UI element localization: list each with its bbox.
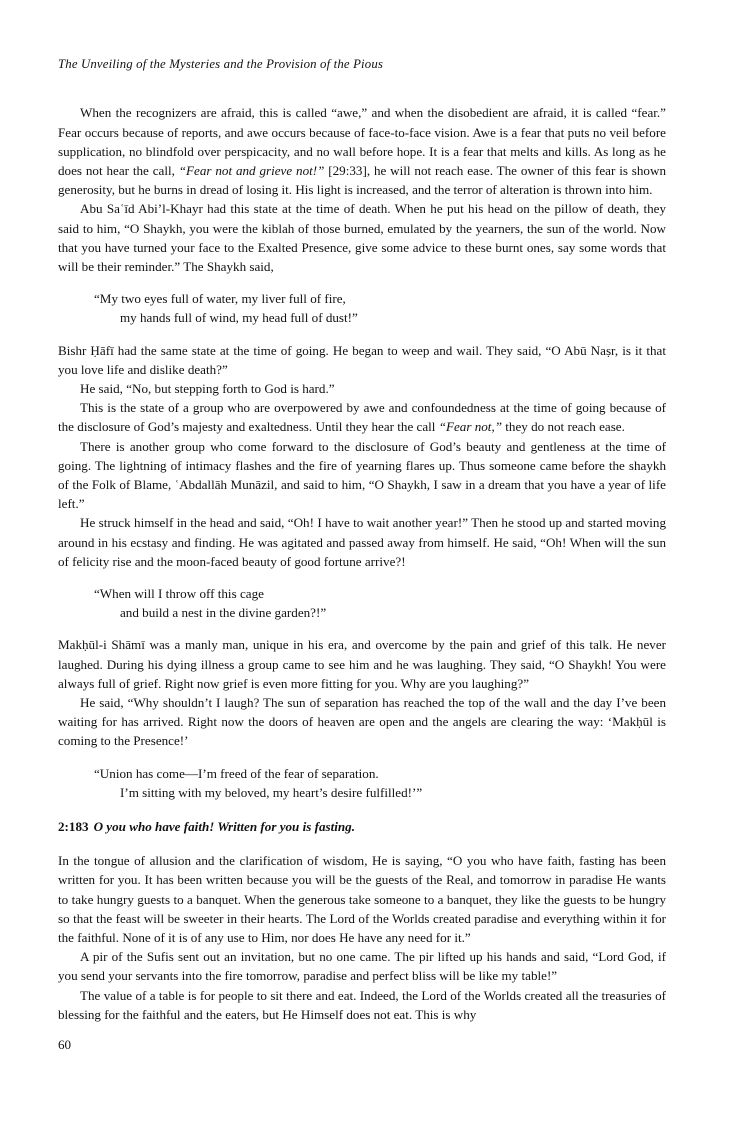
paragraph: There is another group who come forward to the disclosure of God’s beauty and gentleness at the time of going. The lightning of intimacy flashes and the fire of yearning flares up. Thus someone came before the shaykh of the Folk of Blame, ʿAbdallāh Munāzil, and said to him, “O Shaykh, I saw in a dream that you have a year of life left.”	[58, 438, 666, 512]
verse-line: “My two eyes full of water, my liver full of fire,	[94, 291, 346, 307]
page-content	[58, 0, 666, 1024]
paragraph	[58, 103, 666, 199]
paragraph: He said, “Why shouldn’t I laugh? The sun of separation has reached the top of the wall and the day I’ve been waiting for has arrived. Right now the doors of heaven are open and the angels are clearing the way: ‘Makḥūl is coming to the Presence!’	[58, 695, 666, 749]
paragraph: Makḥūl-i Shāmī was a manly man, unique in his era, and overcome by the pain and grief of this talk. He never laughed. During his dying illness a group came to see him and he was laughing. They said, “O Shaykh! You were always full of grief. Right now grief is even more fitting for you. Why are you laughing?”	[58, 637, 666, 691]
quran-quote-italic: “Fear not,”	[438, 419, 502, 435]
paragraph-text-part: This is the state of a group who are overpowered by awe and confoundedness at the time of going because of the disclosure of God’s majesty and exaltedness. Until they hear the call	[58, 400, 666, 435]
paragraph: In the tongue of allusion and the clarification of wisdom, He is saying, “O you who have faith, fasting has been written for you. It has been written because you will be the guests of the Real, and tomorrow in paradise He wants to take hungry guests to a banquet. When the generous take someone to a banquet, they like the guests to be hungry so that the feast will be sweeter in their hearts. The Lord of the Worlds created paradise and everything within it for the faithful. None of it is of any use to Him, nor does He have any need for it.”	[58, 853, 666, 946]
paragraph: Bishr Ḥāfī had the same state at the time of going. He began to weep and wail. They said, “O Abū Naṣr, is it that you love life and dislike death?”	[58, 342, 666, 377]
paragraph: The value of a table is for people to sit there and eat. Indeed, the Lord of the Worlds created all the treasuries of blessing for the faithful and the eaters, but He Himself does not eat. This is why	[58, 987, 666, 1022]
verse-line: I’m sitting with my beloved, my heart’s desire fulfilled!’”	[120, 784, 423, 800]
verse-block	[58, 289, 666, 327]
verse-lines	[58, 764, 666, 802]
verse-block	[58, 764, 666, 802]
page-number: 60	[58, 1037, 72, 1052]
paragraph-text-part: [29:33], he will not reach ease. The owner of this fear is shown generosity, but he burns in dread of losing it. His light is increased, and the terror of alteration is thrown into him.	[58, 162, 666, 198]
paragraph: He struck himself in the head and said, “Oh! I have to wait another year!” Then he stood up and started moving around in his ecstasy and finding. He was agitated and passed away from himself. He said, “Oh! When will the sun of felicity rise and the moon-faced beauty of good fortune arrive?!	[58, 515, 666, 569]
verse-line: “Union has come—I’m freed of the fear of separation.	[94, 765, 379, 781]
verse-line: and build a nest in the divine garden?!”	[120, 605, 327, 621]
quran-quote-italic: “Fear not and grieve not!”	[178, 162, 325, 178]
paragraph: A pir of the Sufis sent out an invitation, but no one came. The pir lifted up his hands and said, “Lord God, if you send your servants into the fire tomorrow, paradise and perfect bliss will be like my table!”	[58, 949, 666, 984]
verse-lines	[58, 289, 666, 327]
verse-lines	[58, 584, 666, 622]
body-text	[58, 103, 666, 1024]
verse-heading	[58, 817, 666, 836]
paragraph: Abu Saʿīd Abi’l-Khayr had this state at the time of death. When he put his head on the pillow of death, they said to him, “O Shaykh, you were the kiblah of those burned, emulated by the yearners, the sun of the world. Now that you have turned your face to the Exalted Presence, give some advice to these burnt ones, say some words that will be their reminder.” The Shaykh said,	[58, 201, 666, 274]
verse-block	[58, 584, 666, 622]
verse-line: “When will I throw off this cage	[94, 586, 264, 602]
verse-line: my hands full of wind, my head full of dust!”	[120, 310, 358, 326]
verse-quote: O you who have faith! Written for you is fasting.	[93, 819, 355, 835]
running-head: The Unveiling of the Mysteries and the Provision of the Pious	[58, 57, 383, 71]
verse-heading-block	[58, 817, 666, 836]
paragraph-text-part: they do not reach ease.	[502, 419, 625, 435]
paragraph-text-part: When the recognizers are afraid, this is called “awe,” and when the disobedient are afraid, it is called “fear.” Fear occurs because of reports, and awe occurs because of face-to-face vision. Awe is a fear that puts no veil before supplication, no blindfold over perspicacity, and no wall before hope. It is a fear that melts and kills. As long as he does not hear the call,	[58, 105, 666, 178]
paragraph	[58, 398, 666, 436]
verse-reference: 2:183	[58, 819, 89, 835]
paragraph: He said, “No, but stepping forth to God is hard.”	[80, 380, 335, 396]
